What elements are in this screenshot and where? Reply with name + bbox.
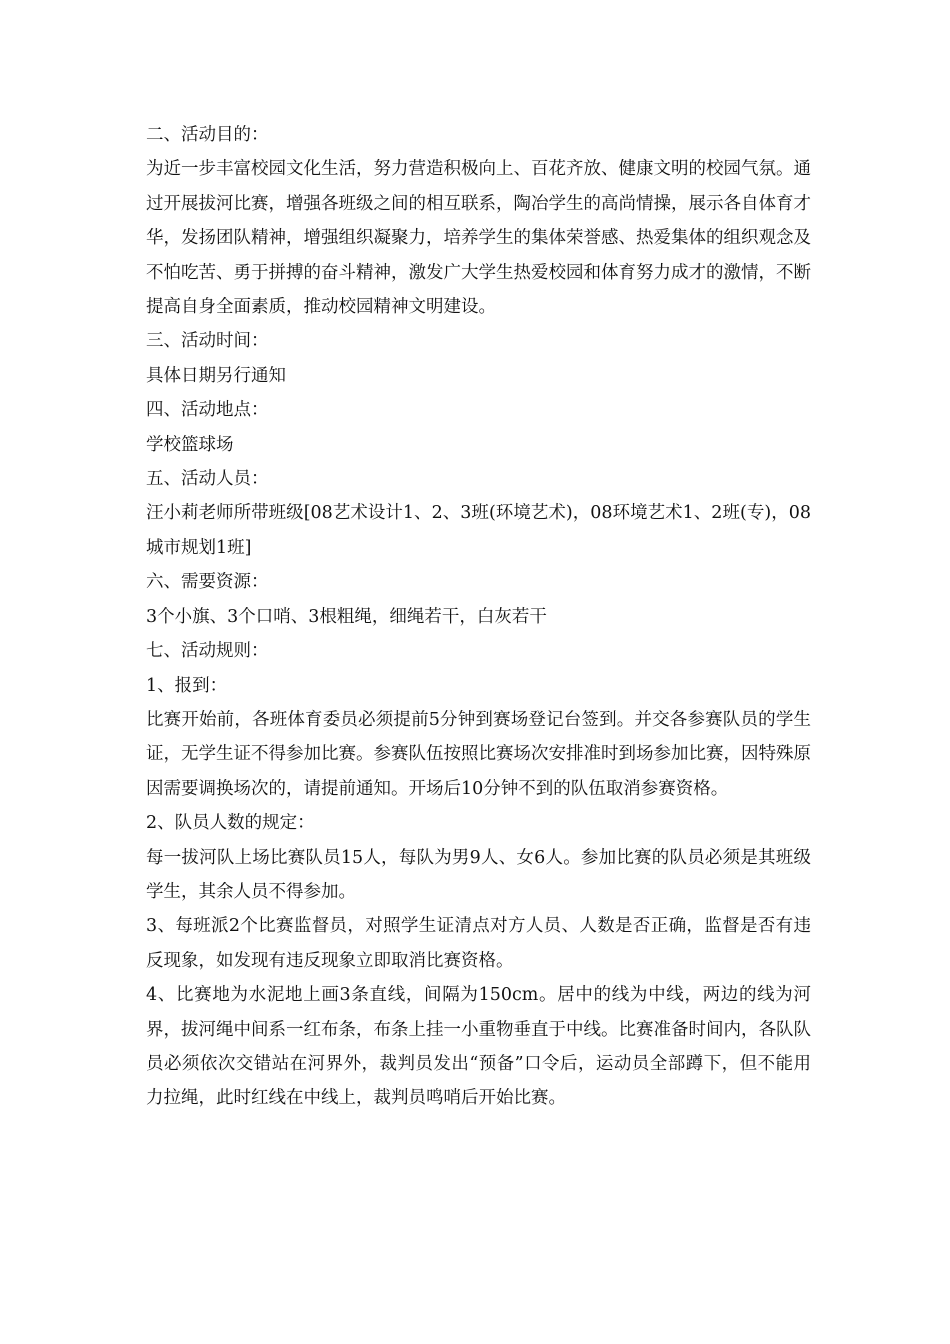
paragraph-activity-time: 具体日期另行通知 <box>146 365 286 386</box>
document-body <box>146 118 811 1116</box>
rule-1-heading: 1、报到： <box>146 675 228 696</box>
rule-3-text: 3、每班派2个比赛监督员，对照学生证清点对方人员、人数是否正确，监督是否有违反现象，如发现有违反现象立即取消比赛资格。 <box>146 916 811 971</box>
paragraph-activity-purpose: 为近一步丰富校园文化生活，努力营造积极向上、百花齐放、健康文明的校园气氛。通过开展拔河比赛，增强各班级之间的相互联系，陶冶学生的高尚情操，展示各自体育才华，发扬团队精神，增强组织凝聚力，培养学生的集体荣誉感、热爱集体的组织观念及不怕吃苦、勇于拼搏的奋斗精神，激发广大学生热爱校园和体育努力成才的激情，不断提高自身全面素质，推动校园精神文明建设。 <box>146 159 811 318</box>
paragraph-activity-location: 学校篮球场 <box>146 434 234 455</box>
heading-activity-participants: 五、活动人员： <box>146 469 269 490</box>
heading-activity-rules: 七、活动规则： <box>146 641 269 662</box>
rule-1-text: 比赛开始前，各班体育委员必须提前5分钟到赛场登记台签到。并交各参赛队员的学生证，无学生证不得参加比赛。参赛队伍按照比赛场次安排准时到场参加比赛，因特殊原因需要调换场次的，请提前通知。开场后10分钟不到的队伍取消参赛资格。 <box>146 709 811 799</box>
heading-activity-time: 三、活动时间： <box>146 331 269 352</box>
paragraph-activity-participants: 汪小莉老师所带班级[08艺术设计1、2、3班(环境艺术)，08环境艺术1、2班(专)，08城市规划1班] <box>146 503 811 558</box>
heading-required-resources: 六、需要资源： <box>146 572 269 593</box>
rule-2-heading: 2、队员人数的规定： <box>146 813 315 834</box>
heading-activity-purpose: 二、活动目的： <box>146 125 269 145</box>
heading-activity-location: 四、活动地点： <box>146 400 269 421</box>
rule-2-text: 每一拔河队上场比赛队员15人，每队为男9人、女6人。参加比赛的队员必须是其班级学生，其余人员不得参加。 <box>146 847 811 902</box>
paragraph-required-resources: 3个小旗、3个口哨、3根粗绳，细绳若干，白灰若干 <box>146 606 547 627</box>
rule-4-text: 4、比赛地为水泥地上画3条直线，间隔为150cm。居中的线为中线，两边的线为河界，拔河绳中间系一红布条，布条上挂一小重物垂直于中线。比赛准备时间内，各队队员必须依次交错站在河界外，裁判员发出“预备”口令后，运动员全部蹲下，但不能用力拉绳，此时红线在中线上，裁判员鸣哨后开始比赛。 <box>146 985 811 1109</box>
